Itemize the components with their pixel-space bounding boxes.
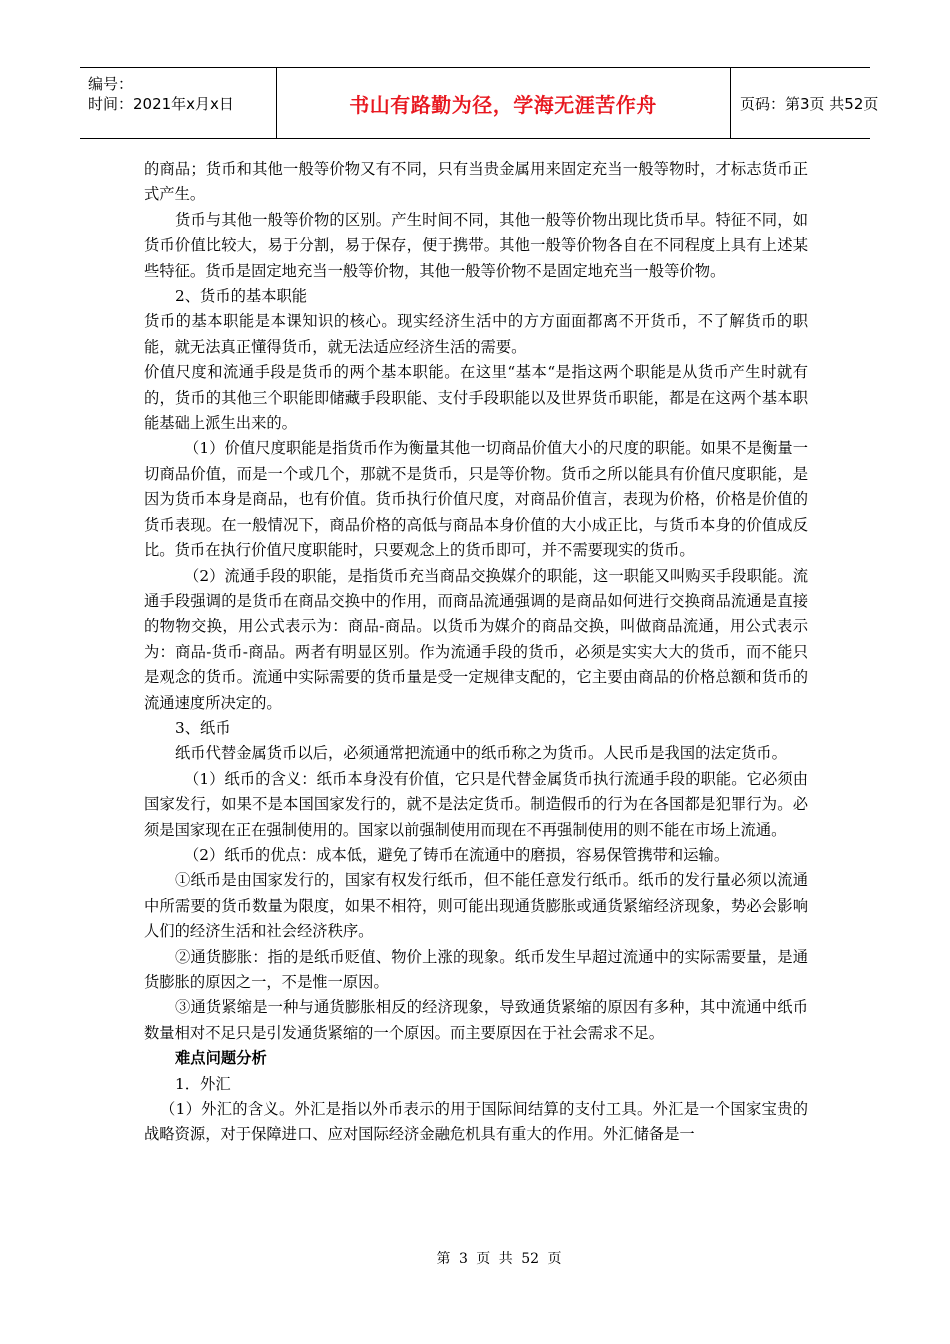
header-page-info: 页码：第3页 共52页 xyxy=(740,95,879,113)
header-page-cell xyxy=(730,68,879,138)
paragraph: 1．外汇 xyxy=(175,1074,231,1093)
paragraph: 纸币代替金属货币以后，必须通常把流通中的纸币称之为货币。人民币是我国的法定货币。 xyxy=(175,744,787,763)
date-label: 时间：2021年x月x日 xyxy=(88,95,234,113)
paragraph: 2、货币的基本职能 xyxy=(175,287,308,306)
header-motto-cell xyxy=(276,68,731,138)
document-number-label: 编号： xyxy=(88,75,134,93)
paragraph: 货币与其他一般等价物的区别。产生时间不同，其他一般等价物出现比货币早。特征不同，如货币价值比较大，易于分割，易于保存，便于携带。其他一般等价物各自在不同程度上具有上述某些特征。货币是固定地充当一般等价物，其他一般等价物不是固定地充当一般等价物。 xyxy=(144,210,808,280)
header-meta-cell xyxy=(80,68,277,138)
page-header xyxy=(80,67,879,139)
paragraph: 的商品；货币和其他一般等价物又有不同，只有当贵金属用来固定充当一般等物时，才标志货币正式产生。 xyxy=(144,160,808,204)
paragraph: （1）价值尺度职能是指货币作为衡量其他一切商品价值大小的尺度的职能。如果不是衡量一切商品价值，而是一个或几个，那就不是货币，只是等价物。货币之所以能具有价值尺度职能，是因为货币本身是商品，也有价值。货币执行价值尺度，对商品价值言，表现为价格，价格是价值的货币表现。在一般情况下，商品价格的高低与商品本身价值的大小成正比，与货币本身的价值成反比。货币在执行价值尺度职能时，只要观念上的货币即可，并不需要现实的货币。 xyxy=(144,439,808,560)
paragraph: ①纸币是由国家发行的，国家有权发行纸币，但不能任意发行纸币。纸币的发行量必须以流通中所需要的货币数量为限度，如果不相符，则可能出现通货膨胀或通货紧缩经济现象，势必会影响人们的经济生活和社会经济秩序。 xyxy=(144,871,808,941)
paragraph: ③通货紧缩是一种与通货膨胀相反的经济现象，导致通货紧缩的原因有多种，其中流通中纸币数量相对不足只是引发通货紧缩的一个原因。而主要原因在于社会需求不足。 xyxy=(144,998,808,1042)
header-motto: 书山有路勤为径，学海无涯苦作舟 xyxy=(349,93,657,117)
paragraph: 价值尺度和流通手段是货币的两个基本职能。在这里“基本“是指这两个职能是从货币产生时就有的，货币的其他三个职能即储藏手段职能、支付手段职能以及世界货币职能，都是在这两个基本职能基础上派生出来的。 xyxy=(144,363,808,433)
paragraph: （1）纸币的含义：纸币本身没有价值，它只是代替金属货币执行流通手段的职能。它必须由国家发行，如果不是本国国家发行的，就不是法定货币。制造假币的行为在各国都是犯罪行为。必须是国家现在正在强制使用的。国家以前强制使用而现在不再强制使用的则不能在市场上流通。 xyxy=(144,769,808,839)
paragraph: （2）纸币的优点：成本低，避免了铸币在流通中的磨损，容易保管携带和运输。 xyxy=(184,845,730,864)
section-heading: 难点问题分析 xyxy=(175,1049,267,1068)
paragraph: ②通货膨胀：指的是纸币贬值、物价上涨的现象。纸币发生早超过流通中的实际需要量，是通货膨胀的原因之一，不是惟一原因。 xyxy=(144,947,808,991)
paragraph: （1）外汇的含义。外汇是指以外币表示的用于国际间结算的支付工具。外汇是一个国家宝贵的战略资源，对于保障进口、应对国际经济金融危机具有重大的作用。外汇储备是一 xyxy=(144,1100,808,1144)
page-footer: 第 3 页 共 52 页 xyxy=(436,1251,562,1267)
paragraph: 3、纸币 xyxy=(175,718,231,737)
body-text xyxy=(144,157,808,1148)
paragraph: 货币的基本职能是本课知识的核心。现实经济生活中的方方面面都离不开货币，不了解货币的职能，就无法真正懂得货币，就无法适应经济生活的需要。 xyxy=(144,312,808,356)
paragraph: （2）流通手段的职能，是指货币充当商品交换媒介的职能，这一职能又叫购买手段职能。流通手段强调的是货币在商品交换中的作用，而商品流通强调的是商品如何进行交换商品流通是直接的物物交换，用公式表示为：商品-商品。以货币为媒介的商品交换，叫做商品流通，用公式表示为：商品-货币-商品。两者有明显区别。作为流通手段的货币，必须是实实大大的货币，而不能只是观念的货币。流通中实际需要的货币量是受一定规律支配的，它主要由商品的价格总额和货币的流通速度所决定的。 xyxy=(144,566,808,712)
